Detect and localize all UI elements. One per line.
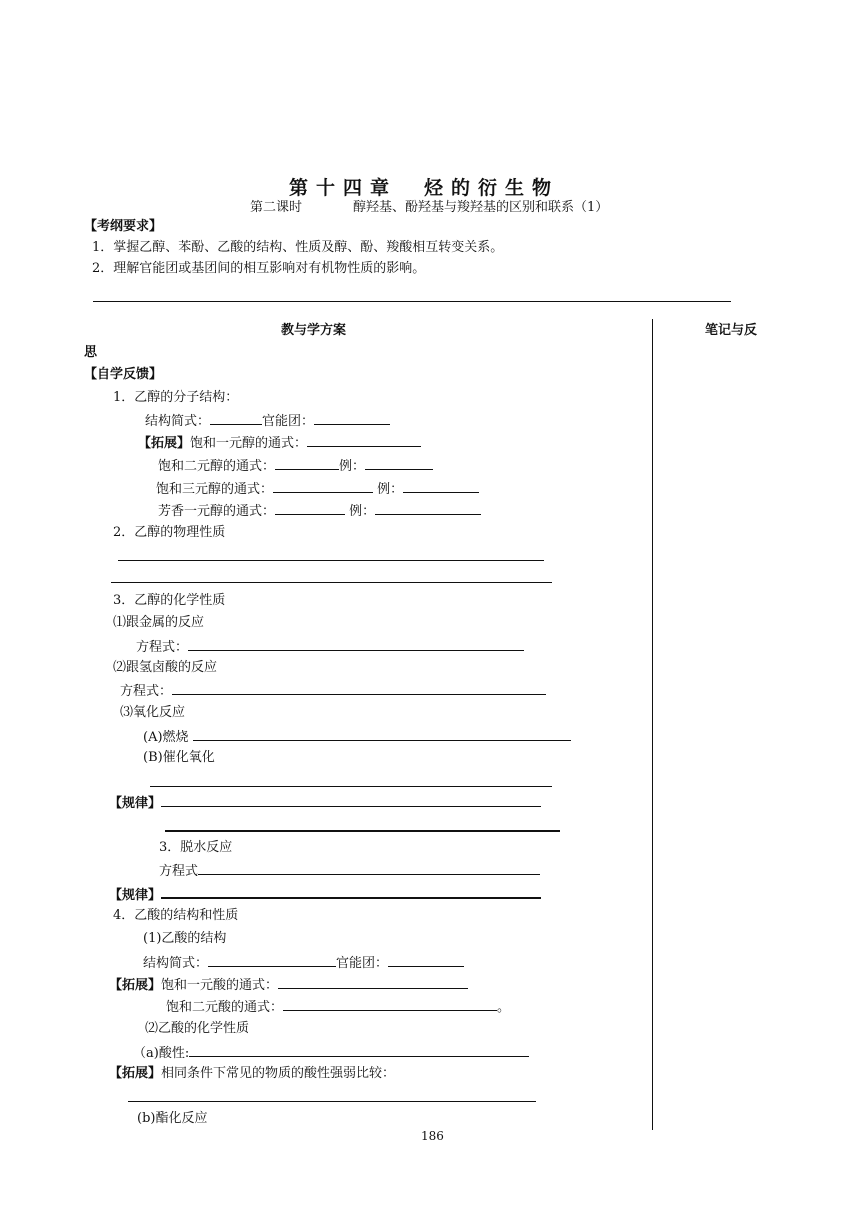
extension-row-2 <box>158 456 433 476</box>
answer-blank[interactable] <box>208 953 336 967</box>
chapter-title: 第十四章 烃的衍生物 <box>289 177 560 199</box>
answer-blank[interactable] <box>283 997 497 1011</box>
oxidation-title: ⑶氧化反应 <box>120 705 186 720</box>
acidity-label: （a)酸性: <box>133 1046 190 1061</box>
answer-line[interactable] <box>165 830 560 832</box>
answer-blank[interactable] <box>193 727 571 741</box>
extension-text: 相同条件下常见的物质的酸性强弱比较： <box>161 1066 396 1081</box>
header-divider <box>93 301 731 302</box>
rule-row-2 <box>109 884 541 905</box>
extension-row-1 <box>138 433 421 453</box>
combustion-row <box>143 727 571 747</box>
self-study-heading: 【自学反馈】 <box>84 367 163 382</box>
extension-text: 饱和二元醇的通式： <box>158 459 276 474</box>
section-3-title: 3．乙醇的化学性质 <box>113 593 226 608</box>
answer-blank[interactable] <box>314 411 390 425</box>
notes-column-heading-wrap: 思 <box>84 345 98 360</box>
answer-line[interactable] <box>150 786 552 787</box>
section-2-title: 2．乙醇的物理性质 <box>113 525 226 540</box>
extension-tag: 【拓展】 <box>109 978 162 993</box>
answer-blank[interactable] <box>365 456 433 470</box>
extension-row-6 <box>166 997 510 1017</box>
esterification-title: (b)酯化反应 <box>137 1111 208 1126</box>
acetic-chemical-title: ⑵乙酸的化学性质 <box>145 1021 250 1036</box>
answer-blank[interactable] <box>188 637 524 651</box>
answer-line[interactable] <box>128 1101 536 1102</box>
answer-blank[interactable] <box>161 884 541 899</box>
notes-column-heading: 笔记与反 <box>705 323 758 338</box>
functional-group-label: 官能团： <box>336 956 389 971</box>
main-column-heading: 教与学方案 <box>281 323 347 338</box>
structure-formula-label: 结构简式： <box>143 956 209 971</box>
combustion-label: (A)燃烧 <box>143 730 189 745</box>
dehydration-title: 3．脱水反应 <box>159 840 233 855</box>
period-mark: 。 <box>497 1000 511 1015</box>
answer-line[interactable] <box>118 560 544 561</box>
requirement-item: 1．掌握乙醇、苯酚、乙酸的结构、性质及醇、酚、羧酸相互转变关系。 <box>92 240 504 255</box>
answer-blank[interactable] <box>189 1043 529 1057</box>
catalytic-oxidation-label: (B)催化氧化 <box>143 750 215 765</box>
metal-reaction-title: ⑴跟金属的反应 <box>113 615 205 630</box>
equation-row-2 <box>120 681 546 701</box>
lesson-label: 第二课时 <box>250 200 303 215</box>
answer-line[interactable] <box>111 582 552 583</box>
equation-row-3 <box>159 861 540 881</box>
extension-row-4 <box>158 501 481 521</box>
answer-blank[interactable] <box>172 681 546 695</box>
extension-text: 芳香一元醇的通式： <box>158 504 276 519</box>
page-number: 186 <box>421 1129 444 1143</box>
acidity-row <box>133 1043 529 1063</box>
equation-label: 方程式： <box>136 640 189 655</box>
answer-blank[interactable] <box>210 411 262 425</box>
extension-tag: 【拓展】 <box>109 1066 162 1081</box>
extension-row-5 <box>109 975 468 995</box>
lesson-topic: 醇羟基、酚羟基与羧羟基的区别和联系（1） <box>353 200 609 215</box>
example-label: 例： <box>339 459 366 474</box>
requirement-item: 2．理解官能团或基团间的相互影响对有机物性质的影响。 <box>92 261 426 276</box>
functional-group-label: 官能团： <box>262 414 315 429</box>
example-label: 例： <box>377 482 404 497</box>
hydrohalic-reaction-title: ⑵跟氢卤酸的反应 <box>113 660 218 675</box>
answer-blank[interactable] <box>273 479 373 493</box>
equation-label: 方程式： <box>120 684 173 699</box>
answer-blank[interactable] <box>307 433 421 447</box>
section-1-title: 1．乙醇的分子结构： <box>113 390 239 405</box>
extension-text: 饱和一元酸的通式： <box>161 978 279 993</box>
column-divider <box>652 319 653 1130</box>
extension-row-3 <box>156 479 479 499</box>
acetic-structure-title: (1)乙酸的结构 <box>143 931 227 946</box>
answer-blank[interactable] <box>161 793 541 807</box>
equation-label: 方程式 <box>159 864 199 879</box>
example-label: 例： <box>349 504 376 519</box>
extension-text: 饱和二元酸的通式： <box>166 1000 284 1015</box>
rule-tag: 【规律】 <box>109 796 162 811</box>
rule-tag: 【规律】 <box>109 888 162 903</box>
rule-row-1 <box>109 793 541 813</box>
extension-text: 饱和三元醇的通式： <box>156 482 274 497</box>
extension-tag: 【拓展】 <box>138 436 191 451</box>
answer-blank[interactable] <box>403 479 479 493</box>
answer-blank[interactable] <box>278 975 468 989</box>
acetic-structure-row <box>143 953 464 973</box>
ethanol-structure-row <box>145 411 390 431</box>
answer-blank[interactable] <box>275 456 339 470</box>
answer-blank[interactable] <box>375 501 481 515</box>
extension-row-7 <box>109 1065 395 1083</box>
requirements-heading: 【考纲要求】 <box>84 219 163 234</box>
equation-row-1 <box>136 637 524 657</box>
extension-text: 饱和一元醇的通式： <box>190 436 308 451</box>
answer-blank[interactable] <box>388 953 464 967</box>
answer-blank[interactable] <box>275 501 345 515</box>
section-4-title: 4．乙酸的结构和性质 <box>113 908 239 923</box>
answer-blank[interactable] <box>198 861 540 875</box>
structure-formula-label: 结构简式： <box>145 414 211 429</box>
